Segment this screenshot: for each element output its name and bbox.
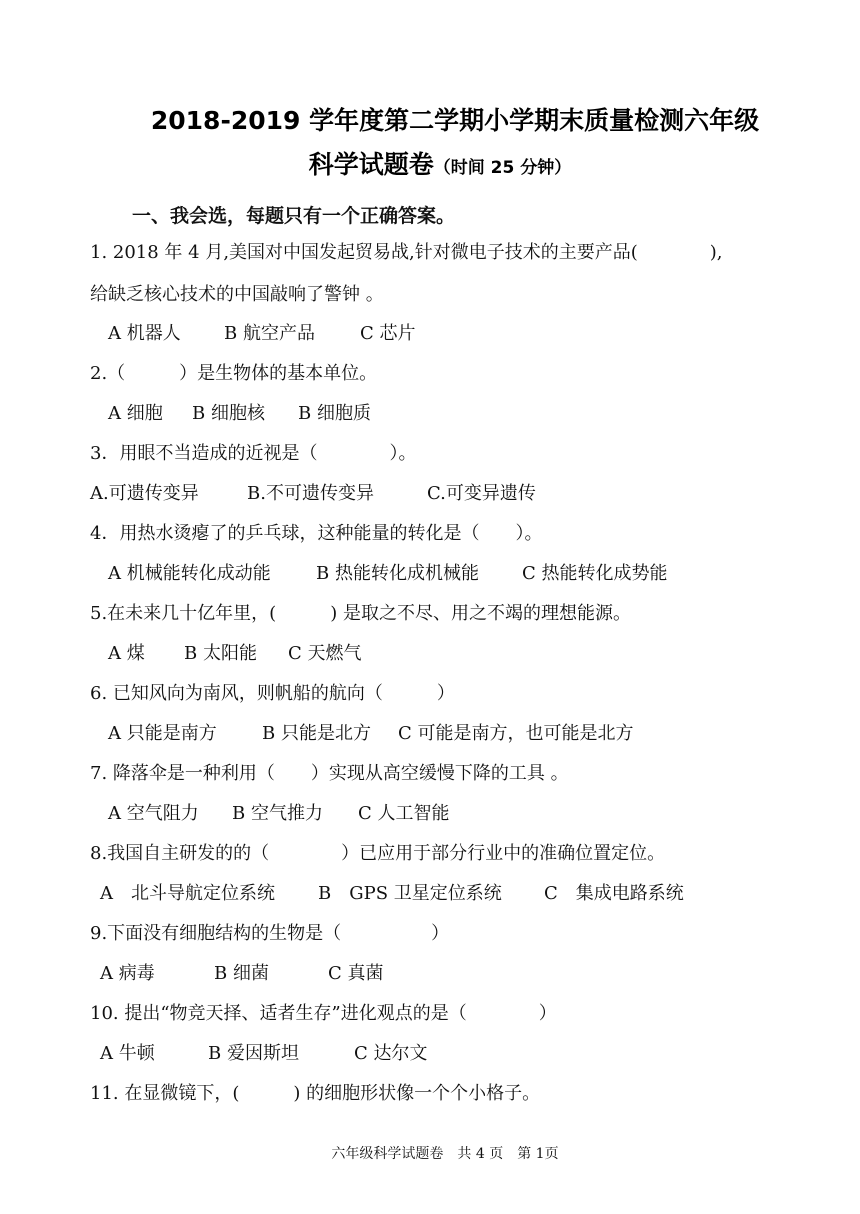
section-heading: 一、我会选，每题只有一个正确答案。 xyxy=(132,205,456,227)
question-7-options xyxy=(108,802,450,826)
question-9-options xyxy=(100,962,384,986)
question-3: 3．用眼不当造成的近视是（ ）。 xyxy=(90,443,417,464)
question-9: 9.下面没有细胞结构的生物是（ ） xyxy=(90,923,450,944)
question-8-options xyxy=(100,882,684,906)
question-4: 4．用热水烫瘪了的乒乓球，这种能量的转化是（ ）。 xyxy=(90,523,543,544)
option-b: B GPS 卫星定位系统 xyxy=(318,883,502,904)
question-6-options xyxy=(108,722,634,746)
option-c: B 细胞质 xyxy=(298,403,371,424)
question-2-options xyxy=(108,402,371,426)
option-b: B 太阳能 xyxy=(184,643,257,664)
question-5: 5.在未来几十亿年里，( ) 是取之不尽、用之不竭的理想能源。 xyxy=(90,603,631,624)
option-a: A 煤 xyxy=(108,643,145,664)
question-4-options xyxy=(108,562,668,586)
option-b: B 爱因斯坦 xyxy=(208,1043,299,1064)
option-c: C 真菌 xyxy=(328,963,384,984)
option-c: C 达尔文 xyxy=(354,1043,428,1064)
option-a: A 机器人 xyxy=(108,323,181,344)
question-10: 10. 提出“物竞天择、适者生存”进化观点的是（ ） xyxy=(90,1003,557,1024)
option-a: A 空气阻力 xyxy=(108,803,199,824)
exam-title: 2018-2019 学年度第二学期小学期末质量检测六年级 xyxy=(150,106,760,135)
option-a: A 细胞 xyxy=(108,403,163,424)
question-1-options xyxy=(108,322,416,346)
question-1: 1. 2018 年 4 月,美国对中国发起贸易战,针对微电子技术的主要产品( ), xyxy=(90,242,723,263)
option-b: B 细胞核 xyxy=(192,403,265,424)
question-6: 6. 已知风向为南风，则帆船的航向（ ） xyxy=(90,683,455,704)
option-a: A 北斗导航定位系统 xyxy=(100,883,275,904)
question-3-options xyxy=(90,482,536,506)
option-c: C 人工智能 xyxy=(358,803,450,824)
question-10-options xyxy=(100,1042,428,1066)
option-b: B 细菌 xyxy=(214,963,269,984)
option-a: A.可遗传变异 xyxy=(90,483,199,504)
time-note: （时间 25 分钟） xyxy=(433,158,572,178)
option-c: C 天燃气 xyxy=(288,643,362,664)
option-c: C 芯片 xyxy=(360,323,416,344)
subject-title: 科学试题卷 xyxy=(308,150,434,179)
question-2: 2.（ ）是生物体的基本单位。 xyxy=(90,363,378,384)
exam-subtitle xyxy=(0,145,860,181)
option-b: B 空气推力 xyxy=(232,803,323,824)
question-8: 8.我国自主研发的的（ ）已应用于部分行业中的准确位置定位。 xyxy=(90,843,666,864)
question-5-options xyxy=(108,642,362,666)
page-footer: 六年级科学试题卷 共 4 页 第 1页 xyxy=(331,1146,559,1162)
option-b: B 热能转化成机械能 xyxy=(316,563,479,584)
option-c: C.可变异遗传 xyxy=(427,483,536,504)
option-a: A 机械能转化成动能 xyxy=(108,563,271,584)
question-11: 11. 在显微镜下，( ) 的细胞形状像一个个小格子。 xyxy=(90,1083,541,1104)
question-1-continuation: 给缺乏核心技术的中国敲响了警钟 。 xyxy=(90,284,384,305)
option-b: B 只能是北方 xyxy=(262,723,371,744)
option-a: A 只能是南方 xyxy=(108,723,217,744)
option-a: A 病毒 xyxy=(100,963,155,984)
option-a: A 牛顿 xyxy=(100,1043,155,1064)
option-c: C 热能转化成势能 xyxy=(522,563,668,584)
option-b: B 航空产品 xyxy=(224,323,315,344)
option-b: B.不可遗传变异 xyxy=(247,483,374,504)
question-7: 7. 降落伞是一种利用（ ）实现从高空缓慢下降的工具 。 xyxy=(90,763,569,784)
option-c: C 集成电路系统 xyxy=(544,883,684,904)
option-c: C 可能是南方，也可能是北方 xyxy=(398,723,634,744)
